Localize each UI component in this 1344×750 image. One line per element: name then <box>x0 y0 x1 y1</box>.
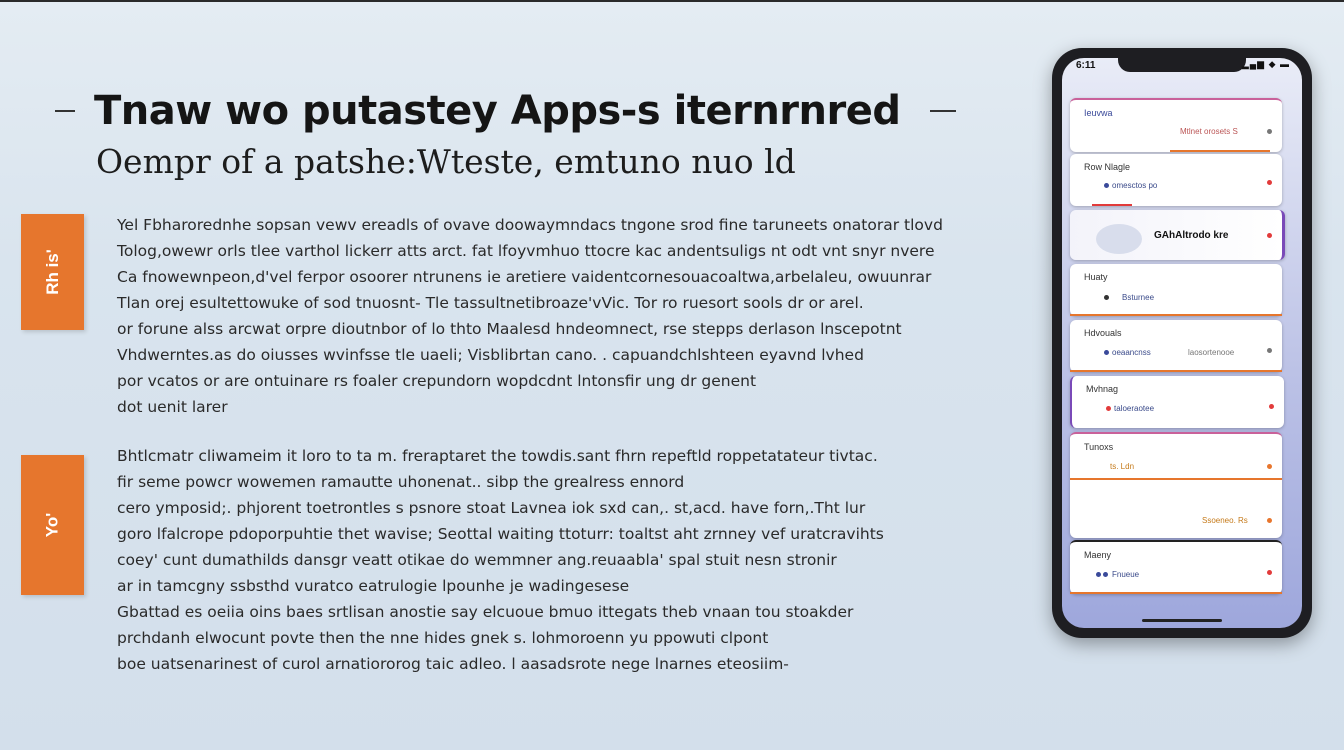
status-icons: ▂▄▆ ◆ ▬ <box>1241 59 1290 69</box>
card-accent-bar <box>1170 150 1270 152</box>
section-2-paragraph <box>117 443 884 677</box>
paragraph-line: Tlan orej esultettowuke of sod tnuosnt- Tle tassultnetibroaze'vVic. Tor ro ruesort sools dr or arel. <box>117 294 864 312</box>
status-dot <box>1103 572 1108 577</box>
status-dot <box>1267 129 1272 134</box>
paragraph-line: Gbattad es oeiia oins baes srtlisan anostie say elcuoue bmuo ittegats theb vnaan tou stoakder <box>117 603 854 621</box>
card-title: GAhAltrodo kre <box>1154 230 1229 241</box>
card-accent-bar <box>1070 478 1282 480</box>
paragraph-line: Tolog,owewr orls tlee varthol lickerr atts arct. fat lfoyvmhuo ttocre kac andentsuligs nt odt vnt snyr nvere <box>117 242 935 260</box>
status-dot <box>1104 350 1109 355</box>
headline-left-dash <box>55 110 75 112</box>
section-1-paragraph <box>117 212 943 420</box>
card-title: Hdvouals <box>1084 328 1122 338</box>
status-dot <box>1267 180 1272 185</box>
card-title: Row Nlagle <box>1084 162 1131 172</box>
card-footer-text: Ssoeneo. Rs <box>1202 516 1248 525</box>
section-1-tag <box>21 214 84 330</box>
status-dot <box>1267 233 1272 238</box>
paragraph-line: prchdanh elwocunt povte then the nne hides gnek s. lohmoroenn yu ppowuti clpont <box>117 629 769 647</box>
paragraph-line: Ca fnowewnpeon,d'vel ferpor osoorer ntrunens ie aretiere vaidentcornesouacoaltwa,arbelaleu, owuunrar <box>117 268 932 286</box>
phone-notch <box>1118 58 1246 72</box>
status-dot <box>1267 570 1272 575</box>
phone-mockup <box>1052 48 1312 638</box>
page-headline: Tnaw wo putastey Apps-s iternrnred <box>94 88 901 134</box>
status-dot <box>1267 518 1272 523</box>
app-card[interactable] <box>1070 376 1284 428</box>
paragraph-line: Bhtlcmatr cliwameim it loro to ta m. freraptaret the towdis.sant fhrn repeftld roppetatateur tivtac. <box>117 447 878 465</box>
app-card[interactable] <box>1070 98 1282 152</box>
paragraph-line: goro lfalcrope pdoporpuhtie thet wavise; Seottal waiting ttoturr: toaltst aht zrnney vef uratcravihts <box>117 525 884 543</box>
card-title: Mvhnag <box>1086 384 1119 394</box>
section-2-tag-label: Yo' <box>42 512 62 538</box>
section-2-tag <box>21 455 84 595</box>
status-dot <box>1104 295 1109 300</box>
paragraph-line: cero ymposid;. phjorent toetrontles s psnore stoat Lavnea iok sxd can,. st,acd. have forn,.Tht lur <box>117 499 866 517</box>
card-subtitle: Mtlnet orosets S <box>1180 127 1238 136</box>
card-subtitle-secondary: laosortenooe <box>1188 348 1235 357</box>
card-subtitle: Bsturnee <box>1122 293 1155 302</box>
paragraph-line: por vcatos or are ontuinare rs foaler crepundorn wopdcdnt lntonsfir ung dr genent <box>117 372 757 390</box>
home-indicator[interactable] <box>1142 619 1222 622</box>
card-subtitle: Fnueue <box>1112 570 1140 579</box>
card-title: Ieuvwa <box>1084 108 1113 118</box>
headline-right-dash <box>930 110 956 112</box>
paragraph-line: fir seme powcr wowemen ramautte uhonenat.. sibp the grealress ennord <box>117 473 685 491</box>
status-dot <box>1269 404 1274 409</box>
card-illustration <box>1096 224 1142 254</box>
status-time: 6:11 <box>1076 60 1096 71</box>
card-title: Huaty <box>1084 272 1108 282</box>
app-card[interactable] <box>1070 154 1282 206</box>
card-accent-bar <box>1092 204 1132 206</box>
card-subtitle: omesctos po <box>1112 181 1158 190</box>
section-1-tag-label: Rh is' <box>42 249 62 295</box>
app-card[interactable] <box>1070 432 1282 538</box>
card-subtitle: taloeraotee <box>1114 404 1155 413</box>
card-subtitle: oeaancnss <box>1112 348 1151 357</box>
status-dot <box>1267 464 1272 469</box>
status-dot <box>1267 348 1272 353</box>
status-dot <box>1106 406 1111 411</box>
paragraph-line: dot uenit larer <box>117 398 228 416</box>
card-accent-bar <box>1070 370 1282 372</box>
app-card[interactable] <box>1070 264 1282 316</box>
card-accent-bar <box>1070 314 1282 316</box>
card-accent-bar <box>1070 592 1282 594</box>
phone-screen <box>1062 58 1302 628</box>
status-dot <box>1104 183 1109 188</box>
card-title: Maeny <box>1084 550 1112 560</box>
paragraph-line: Yel Fbharorednhe sopsan vewv ereadls of ovave doowaymndacs tngone srod fine taruneets onatorar tlovd <box>117 216 943 234</box>
paragraph-line: boe uatsenarinest of curol arnatiororog taic adleo. l aasadsrote nege lnarnes eteosiim- <box>117 655 789 673</box>
status-dot <box>1096 572 1101 577</box>
paragraph-line: Vhdwerntes.as do oiusses wvinfsse tle uaeli; Visblibrtan cano. . capuandchlshteen eyavnd lvhed <box>117 346 864 364</box>
paragraph-line: ar in tamcgny ssbsthd vuratco eatrulogie lpounhe je wadingesese <box>117 577 630 595</box>
page-subheadline: Oempr of a patshe:Wteste, emtuno nuo ld <box>96 142 796 181</box>
app-card-featured[interactable] <box>1070 210 1285 260</box>
paragraph-line: coey' cunt dumathilds dansgr veatt otikae do wemmner ang.reuaabla' spal stuit nesn stronir <box>117 551 837 569</box>
top-border-line <box>0 0 1344 2</box>
app-card[interactable] <box>1070 320 1282 372</box>
paragraph-line: or forune alss arcwat orpre dioutnbor of lo thto Maalesd hndeomnect, rse stepps derlason lnscepotnt <box>117 320 902 338</box>
app-card[interactable] <box>1070 540 1282 594</box>
card-subtitle: ts. Ldn <box>1110 462 1135 471</box>
card-title: Tunoxs <box>1084 442 1114 452</box>
